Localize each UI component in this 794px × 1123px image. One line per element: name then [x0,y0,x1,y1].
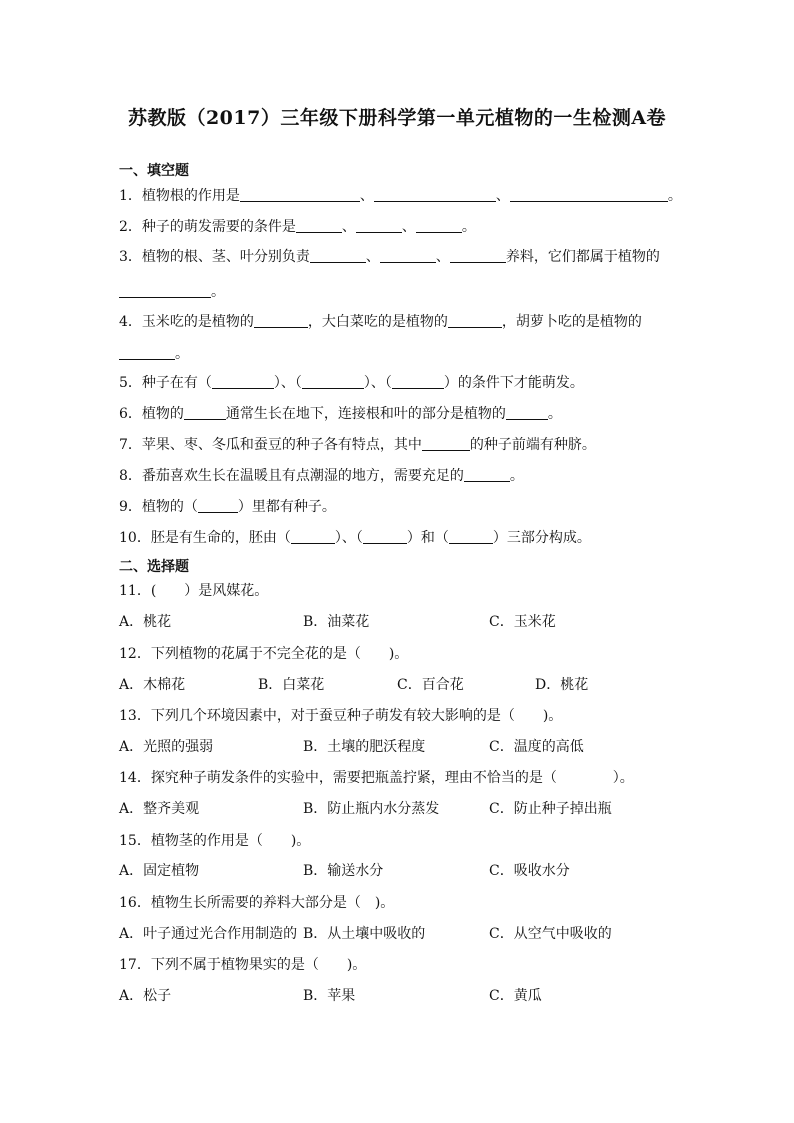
section-choice-heading: 二、选择题 [119,559,189,575]
option-b[interactable]: B．白菜花 [258,677,325,693]
option-b[interactable]: B．油菜花 [303,614,370,630]
answer-blank[interactable] [212,374,274,389]
option-d[interactable]: D．桃花 [535,677,589,693]
choice-question-11: 11．( ）是风媒花。 [119,583,269,599]
option-a[interactable]: A．叶子通过光合作用制造的 [119,926,298,942]
fill-question-3: 3．植物的根、茎、叶分别负责 、 、 养料，它们都属于植物的 [119,249,660,265]
fill-question-3-continued: 。 [119,283,225,301]
answer-blank[interactable] [291,529,335,544]
answer-blank[interactable] [119,345,175,360]
document-title: 苏教版（2017）三年级下册科学第一单元植物的一生检测A卷 [127,107,667,129]
option-c[interactable]: C．吸收水分 [489,863,570,879]
option-a[interactable]: A．木棉花 [119,677,186,693]
answer-blank[interactable] [374,187,496,202]
option-b[interactable]: B．输送水分 [303,863,384,879]
answer-blank[interactable] [506,405,548,420]
fill-question-1: 1．植物根的作用是 、 、 。 [119,188,682,204]
option-a[interactable]: A．桃花 [119,614,172,630]
option-c[interactable]: C．温度的高低 [489,739,584,755]
option-b[interactable]: B．苹果 [303,988,356,1004]
answer-blank[interactable] [449,529,493,544]
option-c[interactable]: C．从空气中吸收的 [489,926,612,942]
option-c[interactable]: C．黄瓜 [489,988,542,1004]
answer-blank[interactable] [240,187,360,202]
option-c[interactable]: C．防止种子掉出瓶 [489,801,612,817]
fill-question-9: 9．植物的（ ）里都有种子。 [119,499,336,515]
choice-question-13: 13．下列几个环境因素中，对于蚕豆种子萌发有较大影响的是（ )。 [119,708,563,724]
choice-question-12: 12．下列植物的花属于不完全花的是（ )。 [119,646,409,662]
answer-blank[interactable] [254,313,308,328]
fill-question-8: 8．番茄喜欢生长在温暖且有点潮湿的地方，需要充足的 。 [119,468,524,484]
option-b[interactable]: B．防止瓶内水分蒸发 [303,801,440,817]
option-a[interactable]: A．光照的强弱 [119,739,214,755]
fill-question-5: 5．种子在有（ ）、（ ）、（ ）的条件下才能萌发。 [119,375,584,391]
answer-blank[interactable] [184,405,226,420]
fill-question-4-continued: 。 [119,345,189,363]
option-c[interactable]: C．玉米花 [489,614,556,630]
answer-blank[interactable] [302,374,364,389]
answer-blank[interactable] [416,218,462,233]
option-a[interactable]: A．松子 [119,988,172,1004]
answer-blank[interactable] [448,313,502,328]
option-a[interactable]: A．整齐美观 [119,801,200,817]
choice-question-16: 16．植物生长所需要的养料大部分是（ )。 [119,895,395,911]
fill-question-2: 2．种子的萌发需要的条件是 、 、 。 [119,219,476,235]
answer-blank[interactable] [392,374,444,389]
fill-question-10: 10．胚是有生命的，胚由（ ）、（ ）和（ ）三部分构成。 [119,530,591,546]
answer-blank[interactable] [310,248,366,263]
section-fill-in-heading: 一、填空题 [119,163,189,179]
choice-question-15: 15．植物茎的作用是（ )。 [119,833,311,849]
choice-question-14: 14．探究种子萌发条件的实验中，需要把瓶盖拧紧，理由不恰当的是（ ）。 [119,770,634,786]
answer-blank[interactable] [510,187,668,202]
option-b[interactable]: B．土壤的肥沃程度 [303,739,426,755]
option-b[interactable]: B．从土壤中吸收的 [303,926,426,942]
answer-blank[interactable] [198,498,238,513]
answer-blank[interactable] [464,467,510,482]
answer-blank[interactable] [450,248,506,263]
fill-question-7: 7．苹果、枣、冬瓜和蚕豆的种子各有特点，其中 的种子前端有种脐。 [119,437,596,453]
option-c[interactable]: C．百合花 [397,677,464,693]
option-a[interactable]: A．固定植物 [119,863,200,879]
answer-blank[interactable] [296,218,342,233]
answer-blank[interactable] [119,283,211,298]
answer-blank[interactable] [422,436,470,451]
answer-blank[interactable] [363,529,407,544]
choice-question-17: 17．下列不属于植物果实的是（ )。 [119,957,367,973]
answer-blank[interactable] [356,218,402,233]
fill-question-4: 4．玉米吃的是植物的 ，大白菜吃的是植物的 ，胡萝卜吃的是植物的 [119,314,642,330]
answer-blank[interactable] [380,248,436,263]
fill-question-6: 6．植物的 通常生长在地下，连接根和叶的部分是植物的 。 [119,406,562,422]
